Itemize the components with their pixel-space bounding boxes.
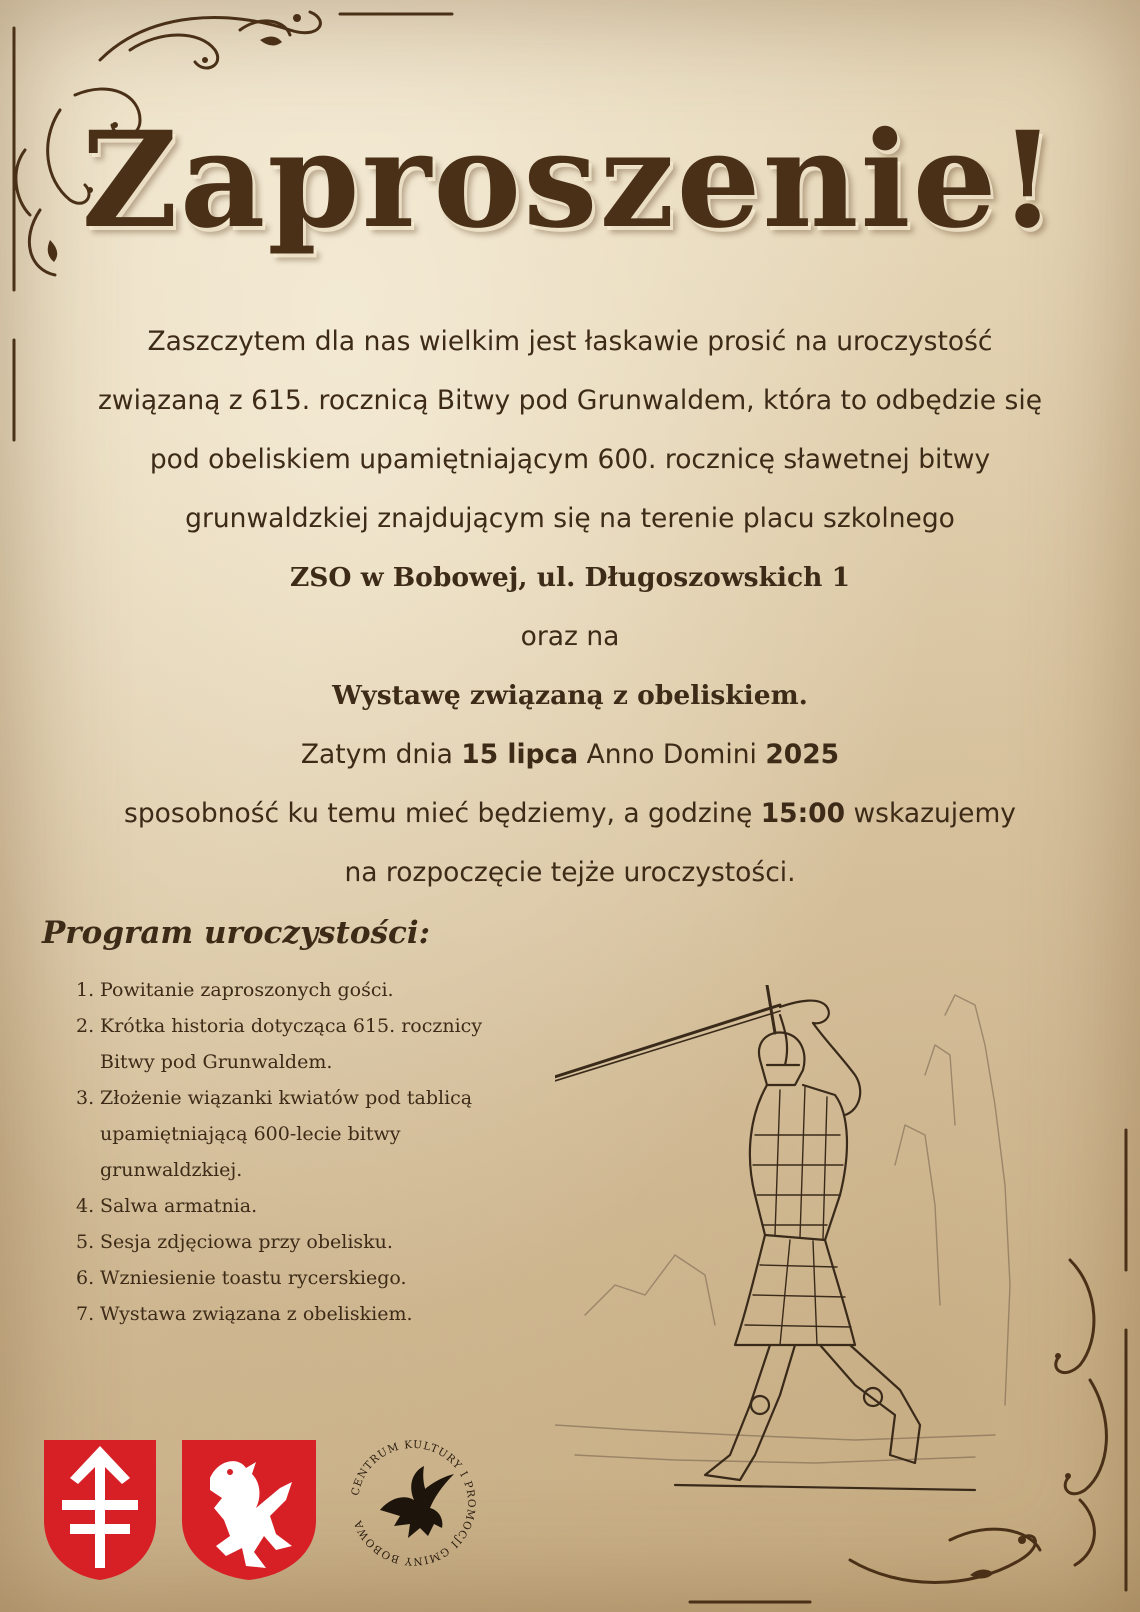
page-title: Zaproszenie! [81, 103, 1059, 258]
intro-conjunction: oraz na [520, 621, 620, 652]
venue-address: ZSO w Bobowej, ul. Długoszowskich 1 [289, 562, 851, 593]
program-list [76, 972, 576, 1332]
time-suffix: wskazujemy [853, 798, 1016, 829]
program-item-number: 6. [76, 1267, 95, 1289]
program-item [76, 1296, 576, 1332]
program-item [76, 1188, 576, 1224]
program-item-number: 1. [76, 979, 95, 1001]
invitation-text [40, 312, 1100, 902]
program-item-text: Krótka historia dotycząca 615. rocznicy Bitwy pod Grunwaldem. [100, 1015, 483, 1073]
cultural-center-stamp-logo [338, 1428, 488, 1578]
event-year: 2025 [765, 739, 840, 770]
knight-with-sword-illustration [555, 985, 1025, 1505]
program-item [76, 1008, 576, 1080]
program-item-text: Salwa armatnia. [100, 1195, 258, 1217]
griffin-coat-of-arms-icon [180, 1438, 318, 1582]
program-item-number: 2. [76, 1015, 95, 1037]
program-item-text: Wzniesienie toastu rycerskiego. [100, 1267, 407, 1289]
intro-closing: na rozpoczęcie tejże uroczystości. [344, 857, 796, 888]
event-time-line [40, 784, 1100, 843]
date-mid: Anno Domini [586, 739, 757, 770]
program-heading: Program uroczystości: [42, 915, 431, 951]
event-date-line [40, 725, 1100, 784]
program-item-text: Wystawa związana z obeliskiem. [100, 1303, 413, 1325]
event-time: 15:00 [760, 798, 846, 829]
program-item-text: Sesja zdjęciowa przy obelisku. [100, 1231, 393, 1253]
program-item-number: 4. [76, 1195, 95, 1217]
program-item-text: Powitanie zaproszonych gości. [100, 979, 394, 1001]
intro-line-3: pod obeliskiem upamiętniającym 600. rocznicę sławetnej bitwy [149, 444, 991, 475]
exhibition-title: Wystawę związaną z obeliskiem. [332, 680, 808, 711]
intro-line-2: związaną z 615. rocznicą Bitwy pod Grunwaldem, która to odbędzie się [97, 385, 1042, 416]
time-prefix: sposobność ku temu mieć będziemy, a godzinę [124, 798, 753, 829]
program-item-number: 7. [76, 1303, 95, 1325]
intro-line-4: grunwaldzkiej znajdującym się na terenie placu szkolnego [185, 503, 955, 534]
date-prefix: Zatym dnia [300, 739, 453, 770]
event-day: 15 lipca [461, 739, 579, 770]
program-item [76, 1224, 576, 1260]
bobowa-coat-of-arms-icon [42, 1438, 158, 1582]
program-item-number: 3. [76, 1087, 95, 1109]
program-item-text: Złożenie wiązanki kwiatów pod tablicą upamiętniającą 600-lecie bitwy grunwaldzkiej. [100, 1087, 473, 1181]
program-item [76, 972, 576, 1008]
program-item [76, 1260, 576, 1296]
intro-line-1: Zaszczytem dla nas wielkim jest łaskawie prosić na uroczystość [147, 326, 993, 357]
program-item [76, 1080, 576, 1188]
stamp-text: CENTRUM KULTURY I PROMOCJI GMINY BOBOWA [349, 1438, 478, 1568]
program-item-number: 5. [76, 1231, 95, 1253]
